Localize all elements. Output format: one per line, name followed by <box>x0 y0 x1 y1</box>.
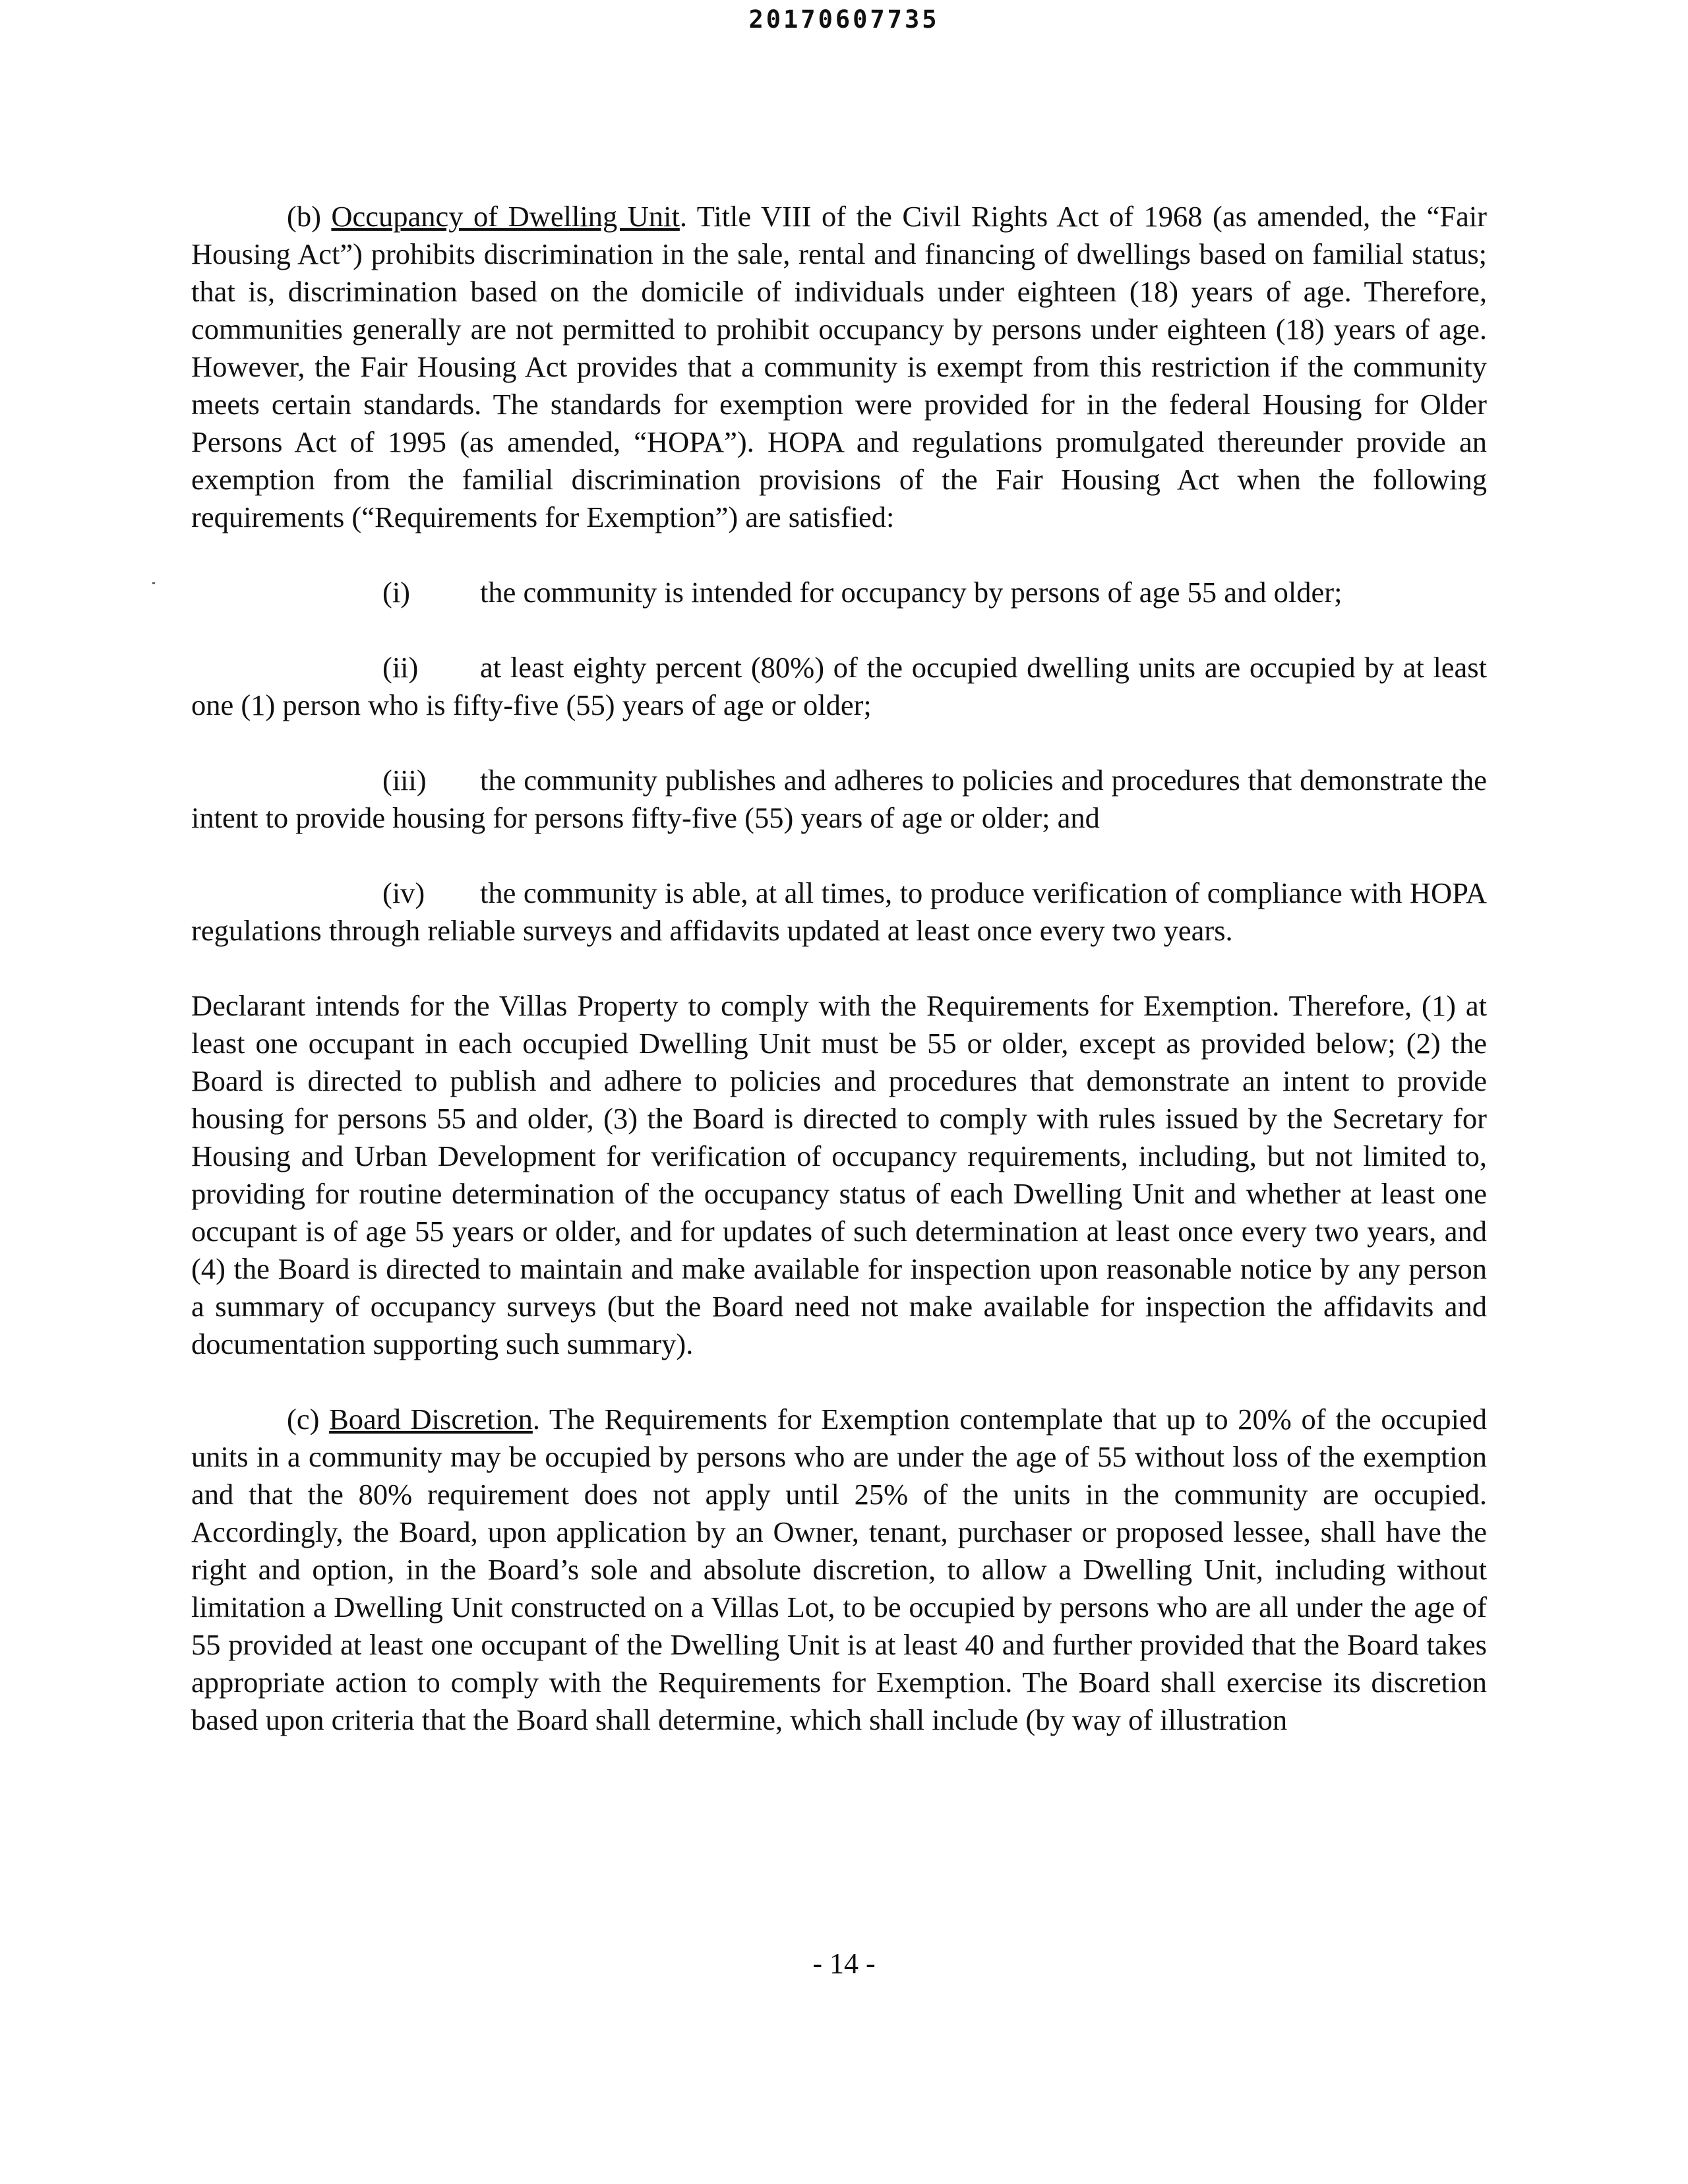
section-b-text: . Title VIII of the Civil Rights Act of 1968 (as amended, the “Fair Housing Act”) prohibits discrimination in the sale, rental and financing of dwellings based on familial status; that is, discrimination based on the domicile of individuals under eighteen (18) years of age. Therefore, communities generally are not permitted to prohibit occupancy by persons under eighteen (18) years of age. However, the Fair Housing Act provides that a community is exempt from this restriction if the community meets certain standards. The standards for exemption were provided for in the federal Housing for Older Persons Act of 1995 (as amended, “HOPA”). HOPA and regulations promulgated thereunder provide an exemption from the familial discrimination provisions of the Fair Housing Act when the following requirements (“Requirements for Exemption”) are satisfied: <box>191 200 1488 533</box>
requirement-item-iv <box>191 874 1487 950</box>
declarant-paragraph: Declarant intends for the Villas Property to comply with the Requirements for Exemption. Therefore, (1) at least one occupant in each occupied Dwelling Unit must be 55 or older, except as provided below; (2) the Board is directed to publish and adhere to policies and procedures that demonstrate an intent to provide housing for persons 55 and older, (3) the Board is directed to comply with rules issued by the Secretary for Housing and Urban Development for verification of occupancy requirements, including, but not limited to, providing for routine determination of the occupancy status of each Dwelling Unit and whether at least one occupant is of age 55 years or older, and for updates of such determination at least once every two years, and (4) the Board is directed to maintain and make available for inspection upon reasonable notice by any person a summary of occupancy surveys (but the Board need not make available for inspection the affidavits and documentation supporting such summary). <box>191 989 1487 1360</box>
section-c-label: (c) <box>287 1403 320 1436</box>
requirement-item-iii <box>191 762 1487 837</box>
requirement-num: (i) <box>382 576 411 609</box>
requirement-item-ii <box>191 649 1487 724</box>
page-body <box>191 198 1487 1776</box>
requirement-text: at least eighty percent (80%) of the occupied dwelling units are occupied by at least one (1) person who is fifty-five (55) years of age or older; <box>191 651 1487 721</box>
section-b-paragraph <box>191 198 1487 536</box>
requirement-item-i <box>191 574 1487 611</box>
requirement-text: the community is able, at all times, to produce verification of compliance with HOPA regulations through reliable surveys and affidavits updated at least once every two years. <box>191 876 1487 947</box>
requirement-num: (iv) <box>382 876 425 909</box>
section-c-heading: Board Discretion <box>329 1403 533 1436</box>
requirement-num: (iii) <box>382 764 427 797</box>
scan-speck <box>152 582 155 584</box>
requirement-text: the community publishes and adheres to policies and procedures that demonstrate the intent to provide housing for persons fifty-five (55) years of age or older; and <box>191 764 1487 834</box>
requirement-text: the community is intended for occupancy by persons of age 55 and older; <box>480 576 1342 609</box>
section-b-label: (b) <box>287 200 321 233</box>
section-c-text: . The Requirements for Exemption contemplate that up to 20% of the occupied units in a community may be occupied by persons who are under the age of 55 without loss of the exemption and that the 80% requirement does not apply until 25% of the units in the community are occupied. Accordingly, the Board, upon application by an Owner, tenant, purchaser or proposed lessee, shall have the right and option, in the Board’s sole and absolute discretion, to allow a Dwelling Unit, including without limitation a Dwelling Unit constructed on a Villas Lot, to be occupied by persons who are all under the age of 55 provided at least one occupant of the Dwelling Unit is at least 40 and further provided that the Board takes appropriate action to comply with the Requirements for Exemption. The Board shall exercise its discretion based upon criteria that the Board shall determine, which shall include (by way of illustration <box>191 1403 1487 1736</box>
requirement-num: (ii) <box>382 651 419 684</box>
section-c-paragraph <box>191 1401 1487 1739</box>
section-b-heading: Occupancy of Dwelling Unit <box>331 200 680 233</box>
page-number: - 14 - <box>812 1947 876 1980</box>
document-number: 20170607735 <box>748 5 940 34</box>
